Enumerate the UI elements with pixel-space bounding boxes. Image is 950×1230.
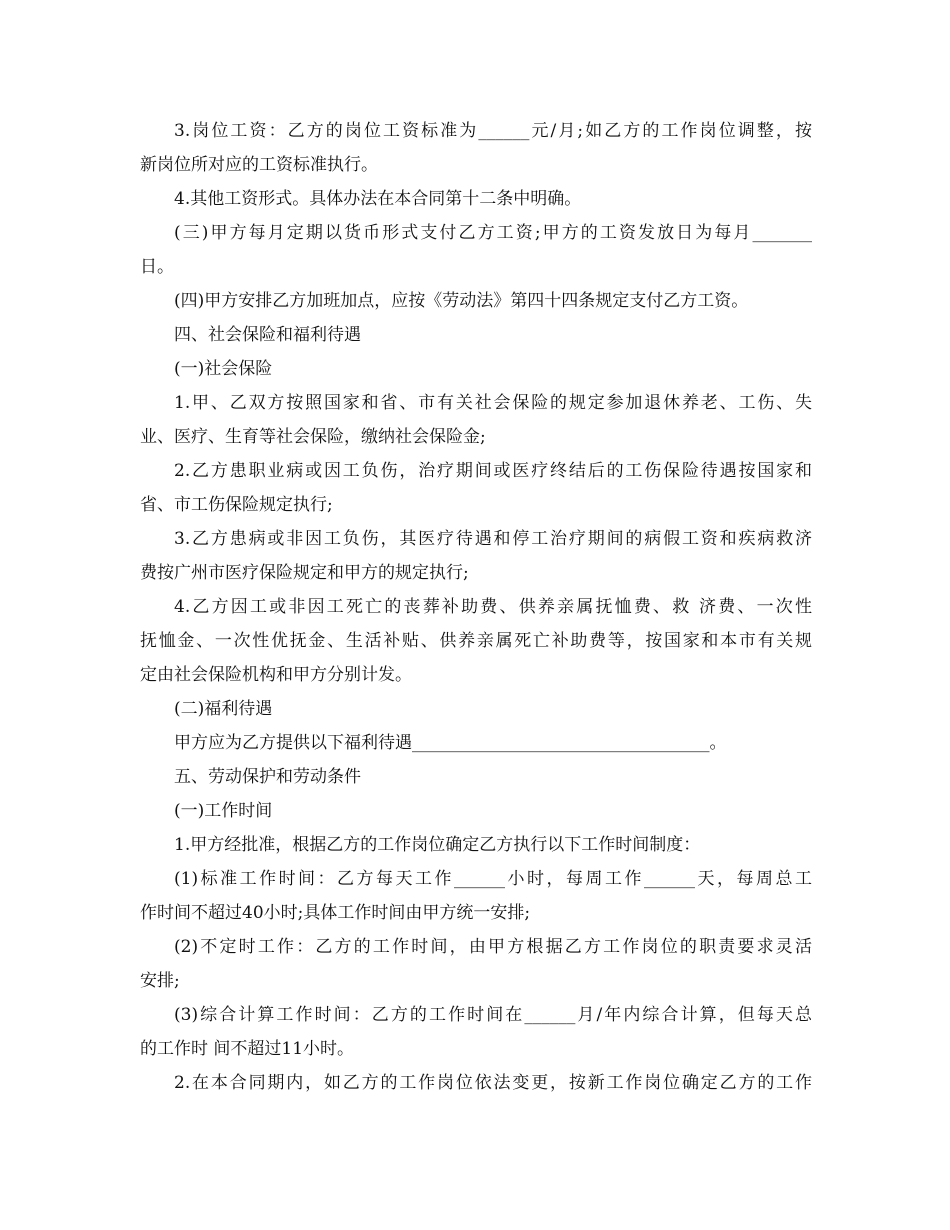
text-line: 新岗位所对应的工资标准执行。 <box>140 155 378 175</box>
text-line: 费按广州市医疗保险规定和甲方的规定执行; <box>140 563 469 583</box>
text-line: 3.乙方患病或非因工负伤，其医疗待遇和停工治疗期间的病假工资和疾病救济 <box>174 529 812 549</box>
text-line: 2.乙方患职业病或因工负伤，治疗期间或医疗终结后的工伤保险待遇按国家和 <box>174 461 812 481</box>
text-line: 1.甲方经批准，根据乙方的工作岗位确定乙方执行以下工作时间制度： <box>174 835 701 855</box>
section-heading: 五、劳动保护和劳动条件 <box>174 767 361 787</box>
text-line: 4.乙方因工或非因工死亡的丧葬补助费、供养亲属抚恤费、救 济费、一次性 <box>174 597 812 617</box>
subsection-heading: (一)社会保险 <box>174 359 273 379</box>
text-line: 2.在本合同期内，如乙方的工作岗位依法变更，按新工作岗位确定乙方的工作 <box>174 1073 812 1093</box>
text-line: 的工作时 间不超过11小时。 <box>140 1039 355 1059</box>
text-line: 抚恤金、一次性优抚金、生活补贴、供养亲属死亡补助费等，按国家和本市有关规 <box>140 631 812 651</box>
subsection-heading: (一)工作时间 <box>174 801 273 821</box>
text-line: 业、医疗、生育等社会保险，缴纳社会保险金; <box>140 427 486 447</box>
text-line: 作时间不超过40小时;具体工作时间由甲方统一安排; <box>140 903 531 923</box>
text-line: (3)综合计算工作时间：乙方的工作时间在______月/年内综合计算，但每天总 <box>174 1005 812 1025</box>
text-line: (1)标准工作时间：乙方每天工作______小时，每周工作______天，每周总工 <box>174 869 812 889</box>
text-line: (2)不定时工作：乙方的工作时间，由甲方根据乙方工作岗位的职责要求灵活 <box>174 937 812 957</box>
text-line: 1.甲、乙双方按照国家和省、市有关社会保险的规定参加退休养老、工伤、失 <box>174 393 812 413</box>
text-line: 安排; <box>140 971 180 991</box>
text-line: (三)甲方每月定期以货币形式支付乙方工资;甲方的工资发放日为每月_______ <box>174 223 812 243</box>
text-line: 日。 <box>140 257 174 277</box>
text-line: 3.岗位工资：乙方的岗位工资标准为______元/月;如乙方的工作岗位调整，按 <box>174 121 812 141</box>
text-line: 甲方应为乙方提供以下福利待遇___________________________________。 <box>174 733 727 753</box>
section-heading: 四、社会保险和福利待遇 <box>174 325 361 345</box>
text-line: 4.其他工资形式。具体办法在本合同第十二条中明确。 <box>174 189 582 209</box>
document-body <box>140 114 812 1100</box>
text-line: (四)甲方安排乙方加班加点，应按《劳动法》第四十四条规定支付乙方工资。 <box>174 291 749 311</box>
subsection-heading: (二)福利待遇 <box>174 699 273 719</box>
text-line: 定由社会保险机构和甲方分别计发。 <box>140 665 412 685</box>
text-line: 省、市工伤保险规定执行; <box>140 495 333 515</box>
